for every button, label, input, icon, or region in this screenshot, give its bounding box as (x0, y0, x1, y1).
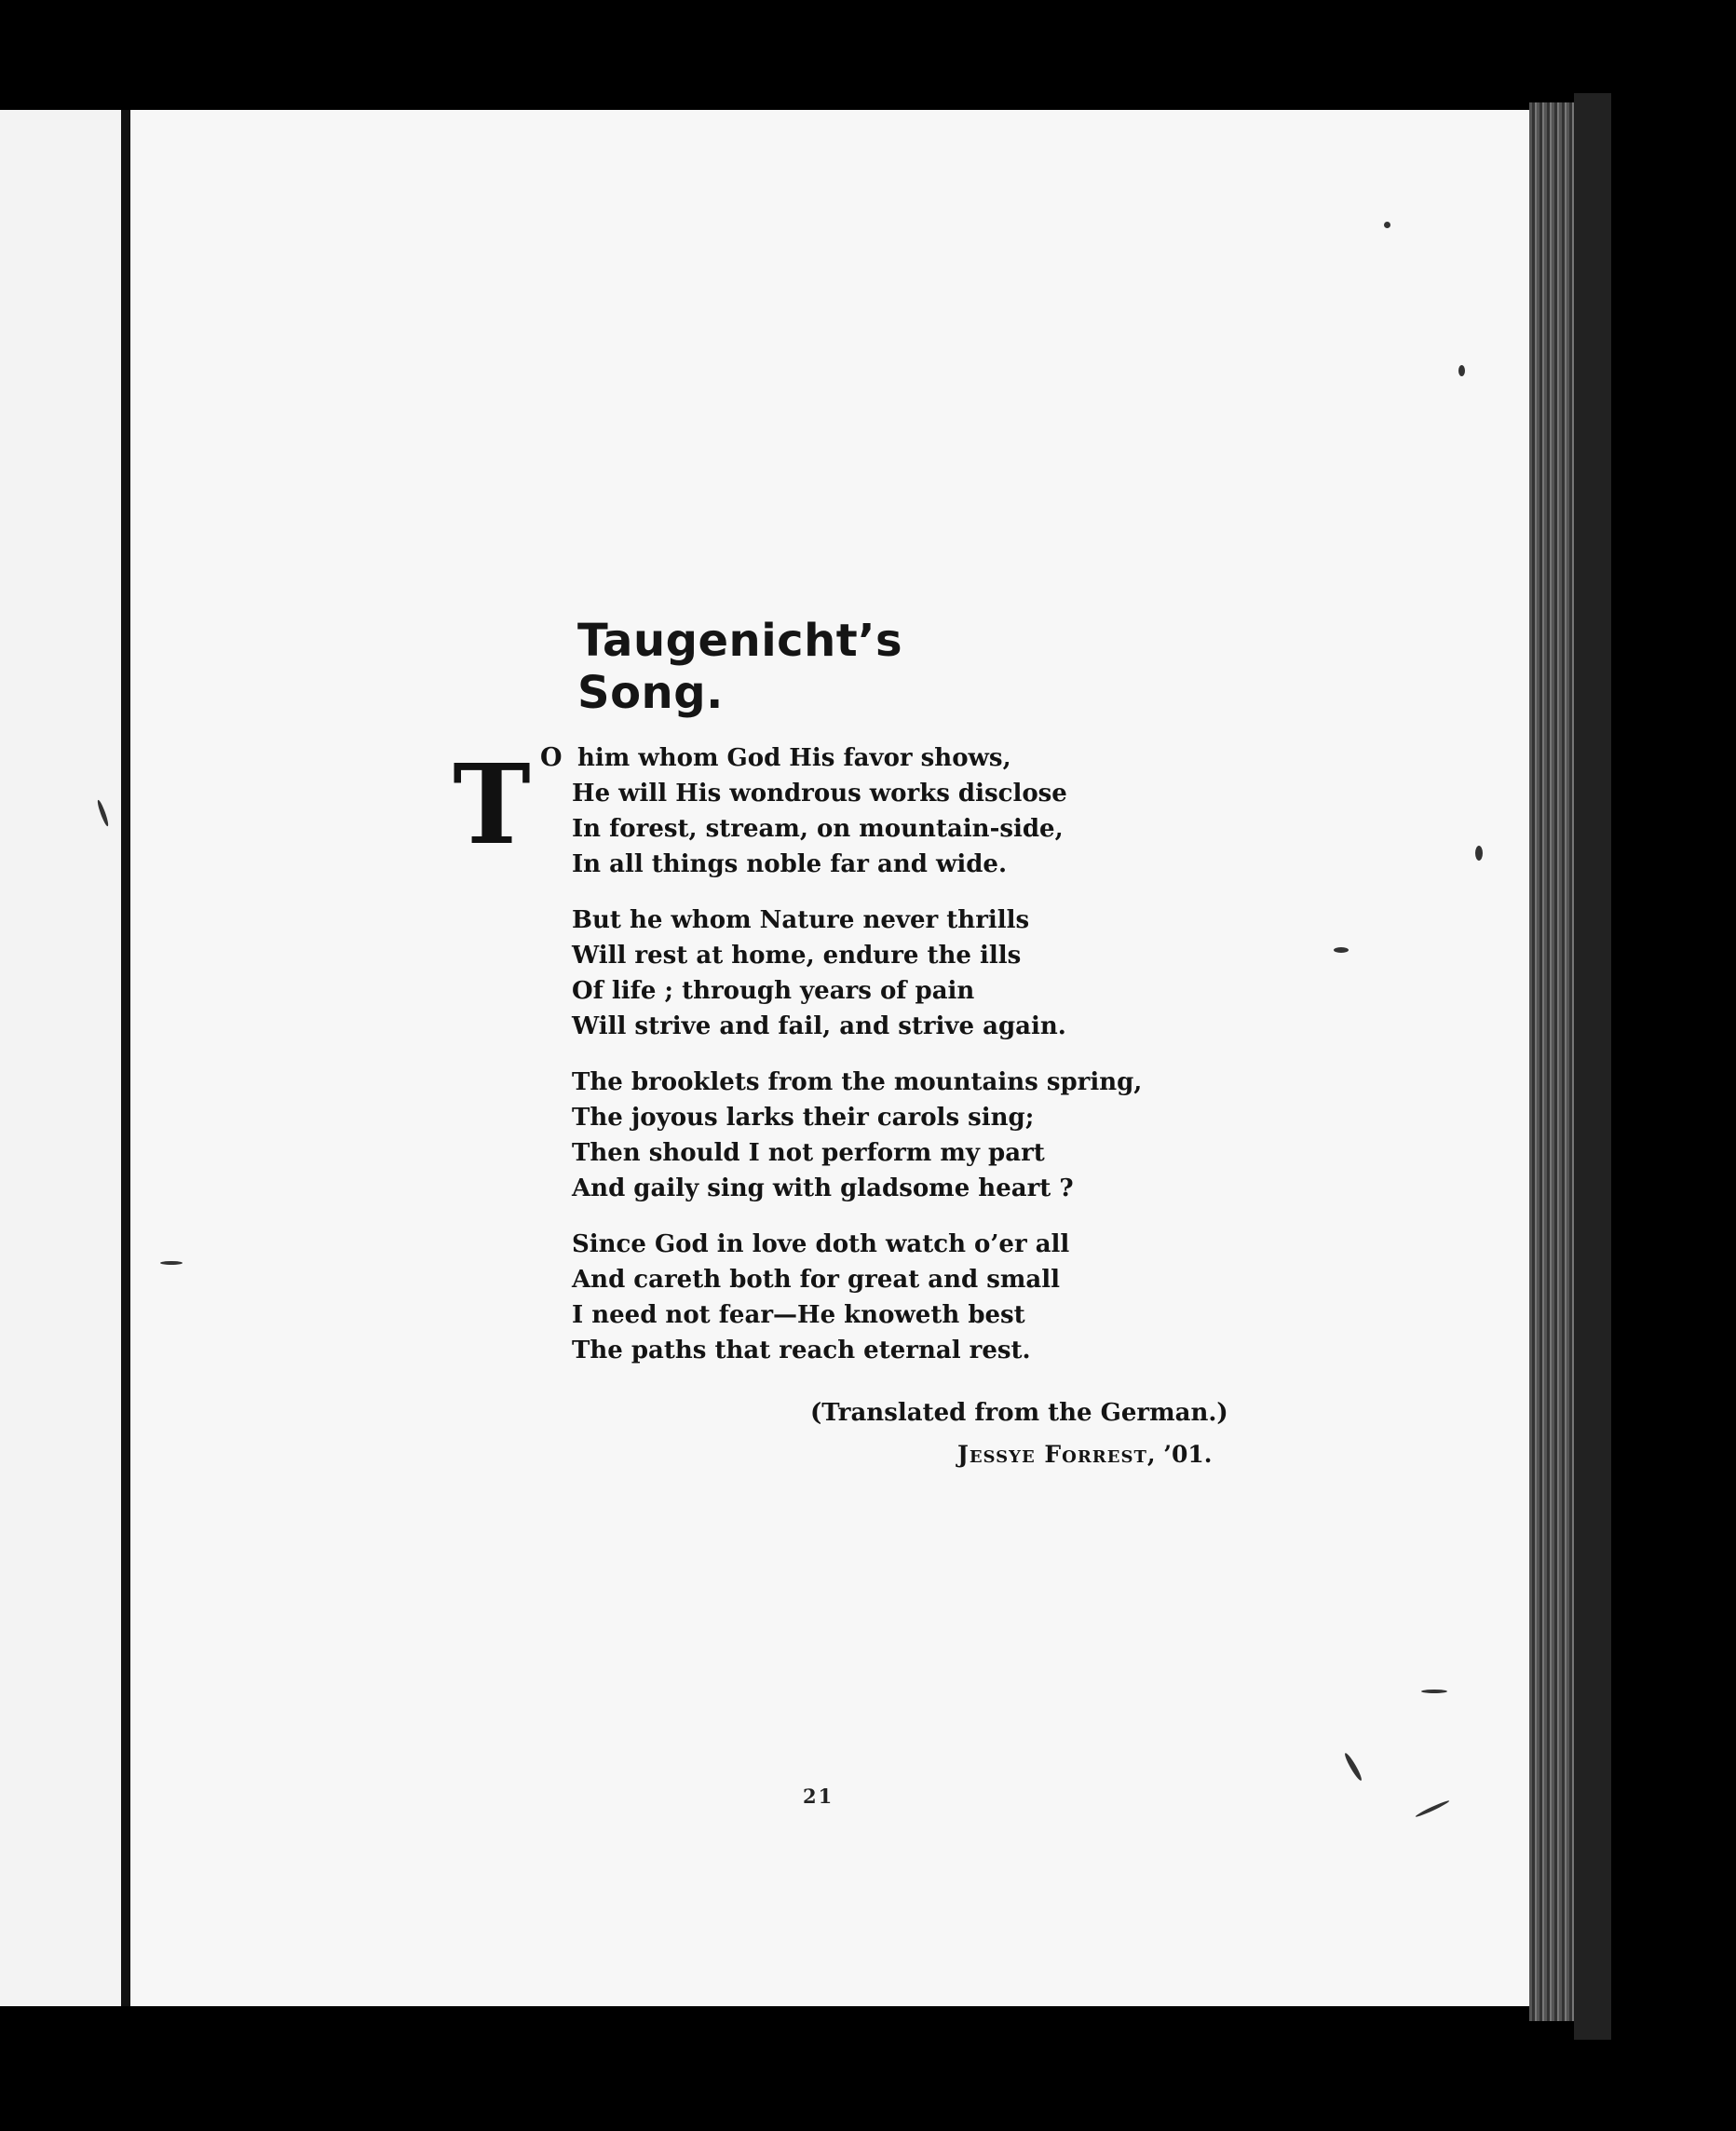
author-year: , ’01. (1146, 1441, 1213, 1468)
page-number: 21 (803, 1785, 834, 1808)
stanza (572, 903, 1224, 1044)
poem-line: And careth both for great and small (572, 1266, 1061, 1294)
stanza (572, 1227, 1224, 1368)
poem-line: But he whom Nature never thrills (572, 906, 1030, 934)
scan-speck (160, 1261, 183, 1265)
translation-note (810, 1399, 1229, 1427)
scan-speck (1475, 846, 1483, 861)
poem-line: I need not fear—He knoweth best (572, 1301, 1025, 1329)
scan-speck (1334, 947, 1349, 953)
poem-line: Since God in love doth watch o’er all (572, 1230, 1070, 1258)
poem-line: Of life ; through years of pain (572, 977, 975, 1005)
poem-line: In all things noble far and wide. (572, 850, 1008, 878)
author-signature (957, 1441, 1213, 1468)
poem-line: And gaily sing with gladsome heart ? (572, 1174, 1074, 1202)
page-edge (1529, 102, 1574, 2021)
poem-line: Will rest at home, endure the ills (572, 942, 1022, 970)
poem-line: Then should I not perform my part (572, 1139, 1045, 1167)
poem-line: He will His wondrous works disclose (572, 780, 1067, 808)
facing-page (0, 110, 136, 2006)
drop-cap-rest: O (540, 743, 563, 772)
poem-line: The brooklets from the mountains spring, (572, 1068, 1143, 1096)
page-title: Taugenicht’s Song. (577, 615, 903, 719)
stanza (572, 740, 1224, 882)
poem-line: Will strive and fail, and strive again. (572, 1012, 1066, 1040)
scan-speck (1421, 1690, 1447, 1693)
scan-speck (1458, 365, 1465, 376)
drop-cap: T (453, 740, 531, 869)
poem-line: In forest, stream, on mountain-side, (572, 815, 1064, 843)
poem-line: The joyous larks their carols sing; (572, 1104, 1035, 1132)
stanza (572, 1065, 1224, 1206)
scan-speck (1384, 222, 1390, 228)
poem-line: him whom God His favor shows, (577, 744, 1011, 772)
author-name: Jessye Forrest (957, 1441, 1147, 1468)
book-gutter (121, 110, 130, 2006)
edge-shadow (1574, 93, 1611, 2040)
translation-note-text: (Translated from the German.) (810, 1399, 1228, 1427)
poem (572, 740, 1224, 1389)
poem-line: The paths that reach eternal rest. (572, 1337, 1031, 1364)
